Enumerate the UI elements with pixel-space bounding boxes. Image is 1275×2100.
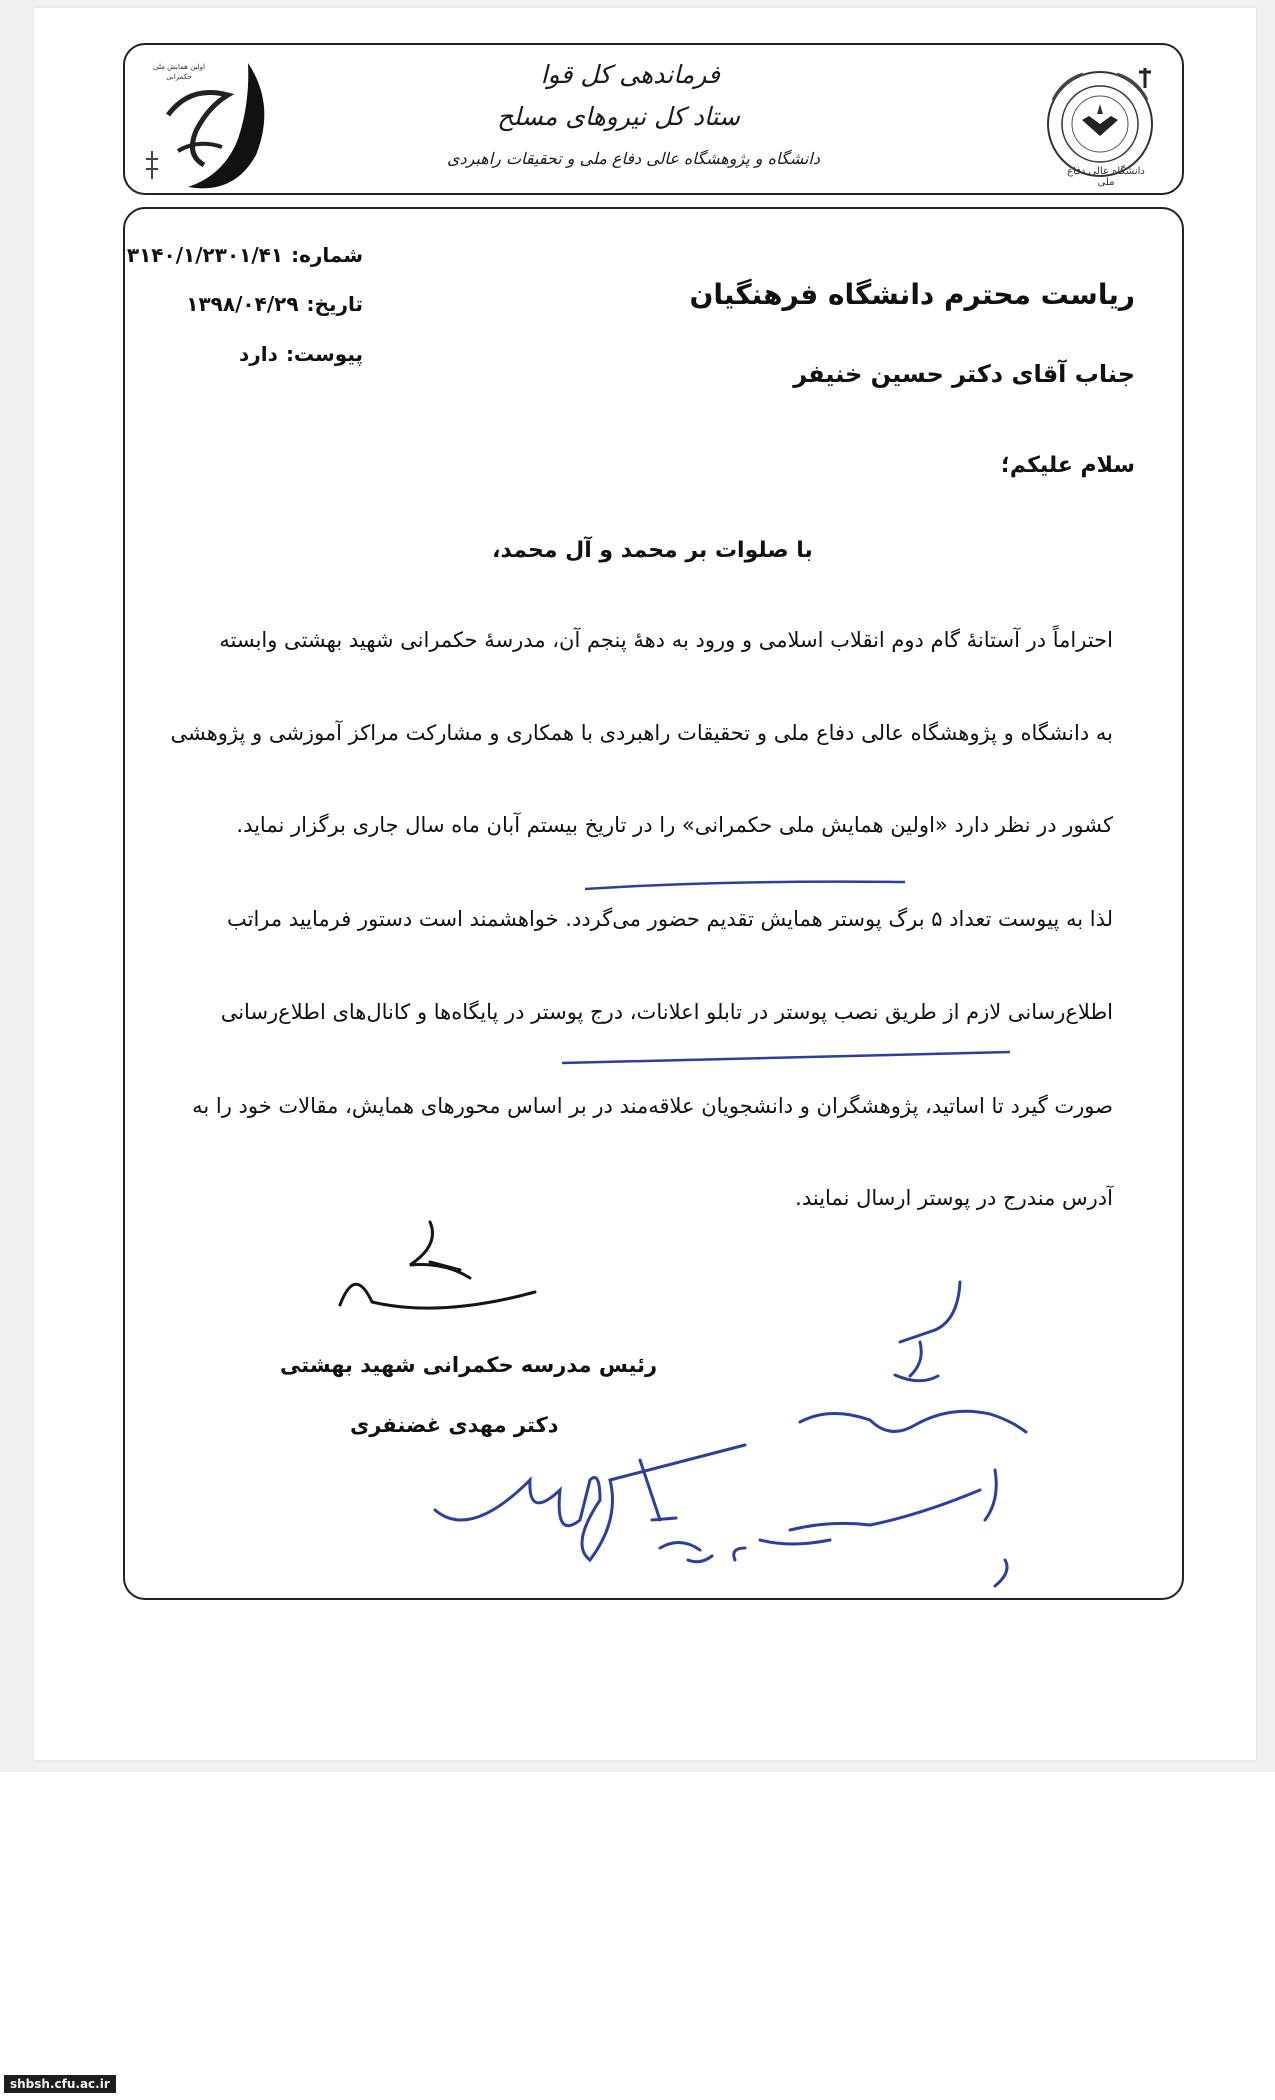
- header-line-3: دانشگاه و پژوهشگاه عالی دفاع ملی و تحقیقات راهبردی: [446, 149, 820, 168]
- number-label: شماره:: [291, 243, 363, 267]
- body-line-5: اطلاع‌رسانی لازم از طریق نصب پوستر در تابلو اعلانات، درج پوستر در پایگاه‌ها و کانال‌های اطلاع‌رسانی: [220, 1000, 1113, 1024]
- attachment-value: دارد: [239, 342, 278, 366]
- recipient-line: ریاست محترم دانشگاه فرهنگیان: [689, 278, 1135, 311]
- emblem-caption: دانشگاه عالی دفاع ملی: [1067, 166, 1145, 188]
- salawat-line: با صلوات بر محمد و آل محمد،: [492, 538, 813, 563]
- number-value: ۳۱۴۰/۱/۲۳۰۱/۴۱: [126, 243, 284, 267]
- header-line-1: فرماندهی کل قوا: [540, 60, 720, 89]
- letter-body-frame: [123, 207, 1184, 1600]
- attachment-label: پیوست:: [285, 342, 363, 366]
- attention-line: جناب آقای دکتر حسین خنیفر: [793, 360, 1135, 388]
- site-watermark: shbsh.cfu.ac.ir: [4, 2075, 116, 2093]
- letter-number: [127, 243, 363, 267]
- body-line-1: احتراماً در آستانهٔ گام دوم انقلاب اسلامی و ورود به دههٔ پنجم آن، مدرسهٔ حکمرانی شهید بهشتی وابسته: [219, 628, 1113, 652]
- body-line-7: آدرس مندرج در پوستر ارسال نمایند.: [795, 1186, 1113, 1210]
- date-value: ۱۳۹۸/۰۴/۲۹: [186, 292, 299, 316]
- signer-name: دکتر مهدی غضنفری: [350, 1413, 559, 1437]
- body-line-4: لذا به پیوست تعداد ۵ برگ پوستر همایش تقدیم حضور می‌گردد. خواهشمند است دستور فرمایید مراتب: [227, 907, 1113, 931]
- letter-attachment: [239, 342, 363, 366]
- body-line-3: کشور در نظر دارد «اولین همایش ملی حکمرانی» را در تاریخ بیستم آبان ماه سال جاری برگزار نماید.: [236, 813, 1113, 837]
- body-line-2: به دانشگاه و پژوهشگاه عالی دفاع ملی و تحقیقات راهبردی با همکاری و مشارکت مراکز آموزشی و پژوهشی: [170, 721, 1113, 745]
- body-line-6: صورت گیرد تا اساتید، پژوهشگران و دانشجویان علاقه‌مند در بر اساس محورهای همایش، مقالات خود را به: [192, 1094, 1113, 1118]
- signer-title: رئیس مدرسه حکمرانی شهید بهشتی: [280, 1353, 658, 1377]
- date-label: تاریخ:: [306, 292, 363, 316]
- logo-caption: اولین همایش ملی حکمرانی: [153, 63, 205, 81]
- header-line-2: ستاد کل نیروهای مسلح: [497, 102, 740, 131]
- letter-date: [186, 292, 363, 316]
- greeting-line: سلام علیکم؛: [1001, 453, 1135, 478]
